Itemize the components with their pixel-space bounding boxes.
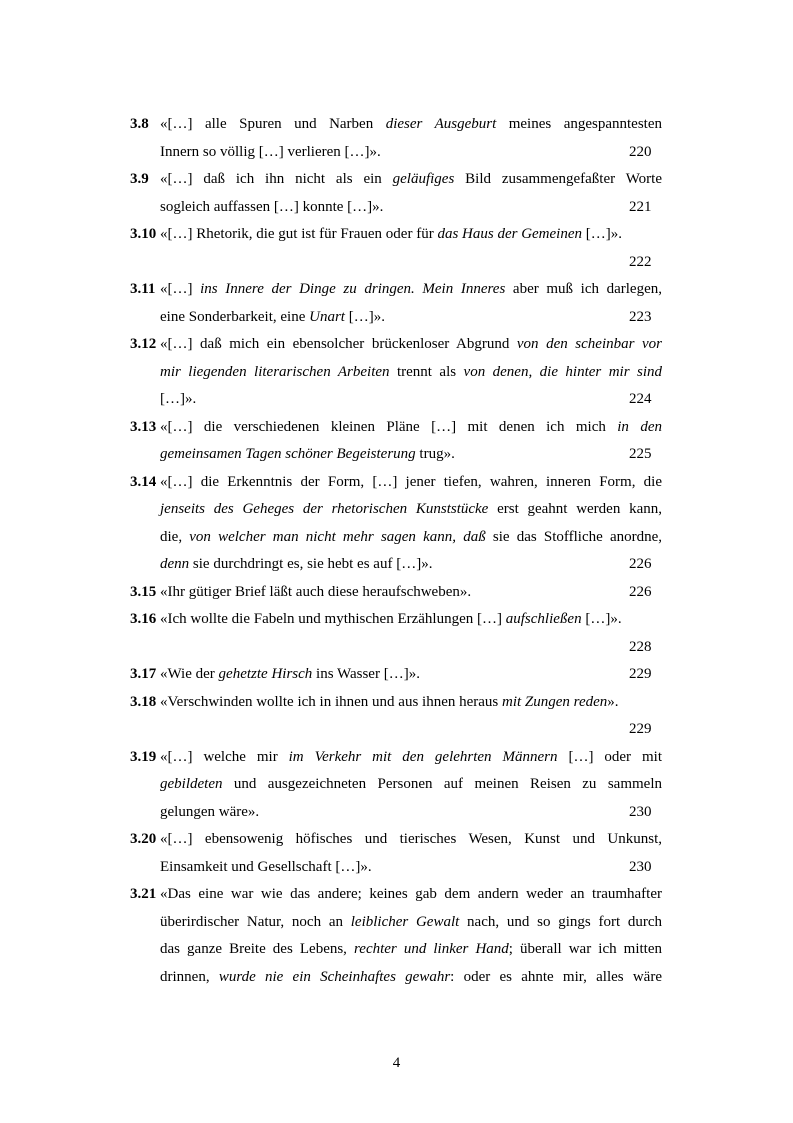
page-reference: 228	[629, 638, 652, 655]
page-reference: 229	[629, 721, 652, 737]
list-item	[130, 689, 662, 744]
entry-number: 3.15	[130, 583, 157, 600]
entry-line: «Ihr gütiger Brief läßt auch diese heraufschweben». 226	[160, 579, 662, 607]
page-number: 4	[392, 1055, 401, 1071]
entry-number: 3.17	[130, 666, 157, 682]
entry-line: die, von welcher man nicht mehr sagen kann, daß sie das Stoffliche anordne,	[160, 528, 663, 545]
entry-line: «Ich wollte die Fabeln und mythischen Erzählungen […] aufschließen […]».	[160, 611, 622, 627]
entry-line: «Verschwinden wollte ich in ihnen und aus ihnen heraus mit Zungen reden».	[160, 693, 619, 710]
page-reference: 229	[629, 666, 652, 682]
list-item	[130, 744, 662, 827]
list-item	[130, 276, 662, 331]
page-reference: 230	[629, 858, 652, 875]
list-item	[130, 826, 662, 881]
page-reference: 221	[629, 198, 652, 215]
entry-number: 3.13	[130, 418, 157, 435]
entry-line: gelungen wäre». 230	[160, 799, 662, 827]
entry-line: «[…] ebensowenig höfisches und tierisches Wesen, Kunst und Unkunst,	[160, 831, 662, 847]
page-reference: 226	[629, 583, 652, 600]
entry-line: «[…] welche mir im Verkehr mit den gelehrten Männern […] oder mit	[160, 748, 662, 765]
footnote-list	[130, 111, 662, 991]
list-item	[130, 331, 662, 414]
page-reference: 223	[629, 308, 652, 325]
entry-number: 3.18	[130, 693, 157, 710]
entry-line: eine Sonderbarkeit, eine Unart […]». 223	[160, 304, 662, 332]
entry-line: überirdischer Natur, noch an leiblicher Gewalt nach, und so gings fort durch	[160, 913, 663, 930]
entry-line: gebildeten und ausgezeichneten Personen auf meinen Reisen zu sammeln	[160, 776, 662, 792]
entry-line: «Wie der gehetzte Hirsch ins Wasser […]». 229	[160, 661, 662, 689]
entry-number: 3.21	[130, 886, 157, 902]
entry-number: 3.12	[130, 336, 157, 352]
entry-line: Einsamkeit und Gesellschaft […]». 230	[160, 854, 662, 882]
entry-line: jenseits des Geheges der rhetorischen Kunststücke erst geahnt werden kann,	[160, 501, 662, 517]
entry-line: «[…] Rhetorik, die gut ist für Frauen oder für das Haus der Gemeinen […]».	[160, 226, 622, 242]
list-item	[130, 579, 662, 607]
page-reference: 230	[629, 803, 652, 820]
entry-number: 3.14	[130, 473, 157, 490]
entry-line: […]». 224	[160, 386, 662, 414]
entry-line: gemeinsamen Tagen schöner Begeisterung trug». 225	[160, 441, 662, 469]
list-item	[130, 661, 662, 689]
list-item	[130, 221, 662, 276]
entry-line: drinnen, wurde nie ein Scheinhaftes gewahr: oder es ahnte mir, alles wäre	[160, 968, 662, 985]
page-reference: 220	[629, 143, 652, 160]
list-item	[130, 606, 662, 661]
entry-number: 3.11	[130, 281, 156, 297]
entry-line: denn sie durchdringt es, sie hebt es auf […]». 226	[160, 551, 662, 579]
entry-line: «[…] alle Spuren und Narben dieser Ausgeburt meines angespanntesten	[160, 116, 663, 132]
entry-number: 3.9	[130, 171, 149, 187]
entry-number: 3.20	[130, 831, 157, 847]
entry-line: «[…] ins Innere der Dinge zu dringen. Mein Inneres aber muß ich darlegen,	[160, 281, 662, 297]
page-reference: 224	[629, 391, 652, 407]
entry-number: 3.8	[130, 116, 149, 132]
entry-number: 3.10	[130, 226, 157, 242]
list-item	[130, 111, 662, 166]
page-reference: 225	[629, 446, 652, 462]
entry-line: mir liegenden literarischen Arbeiten trennt als von denen, die hinter mir sind	[160, 363, 662, 380]
entry-number: 3.19	[130, 748, 157, 765]
entry-line: «[…] die verschiedenen kleinen Pläne […] mit denen ich mich in den	[160, 418, 662, 435]
entry-line: das ganze Breite des Lebens, rechter und linker Hand; überall war ich mitten	[160, 941, 662, 957]
list-item	[130, 881, 662, 991]
list-item	[130, 469, 662, 579]
entry-line: «[…] die Erkenntnis der Form, […] jener tiefen, wahren, inneren Form, die	[160, 473, 662, 490]
page-reference: 222	[629, 253, 652, 270]
entry-line: Innern so völlig […] verlieren […]». 220	[160, 139, 662, 167]
entry-number: 3.16	[130, 611, 157, 627]
list-item	[130, 414, 662, 469]
entry-line: sogleich auffassen […] konnte […]». 221	[160, 194, 662, 222]
entry-line: «[…] daß mich ein ebensolcher brückenloser Abgrund von den scheinbar vor	[160, 336, 662, 352]
list-item	[130, 166, 662, 221]
page-reference: 226	[629, 556, 652, 572]
entry-line: «[…] daß ich ihn nicht als ein geläufiges Bild zusammengefaßter Worte	[160, 171, 662, 187]
entry-line: «Das eine war wie das andere; keines gab dem andern weder an traumhafter	[160, 886, 662, 902]
